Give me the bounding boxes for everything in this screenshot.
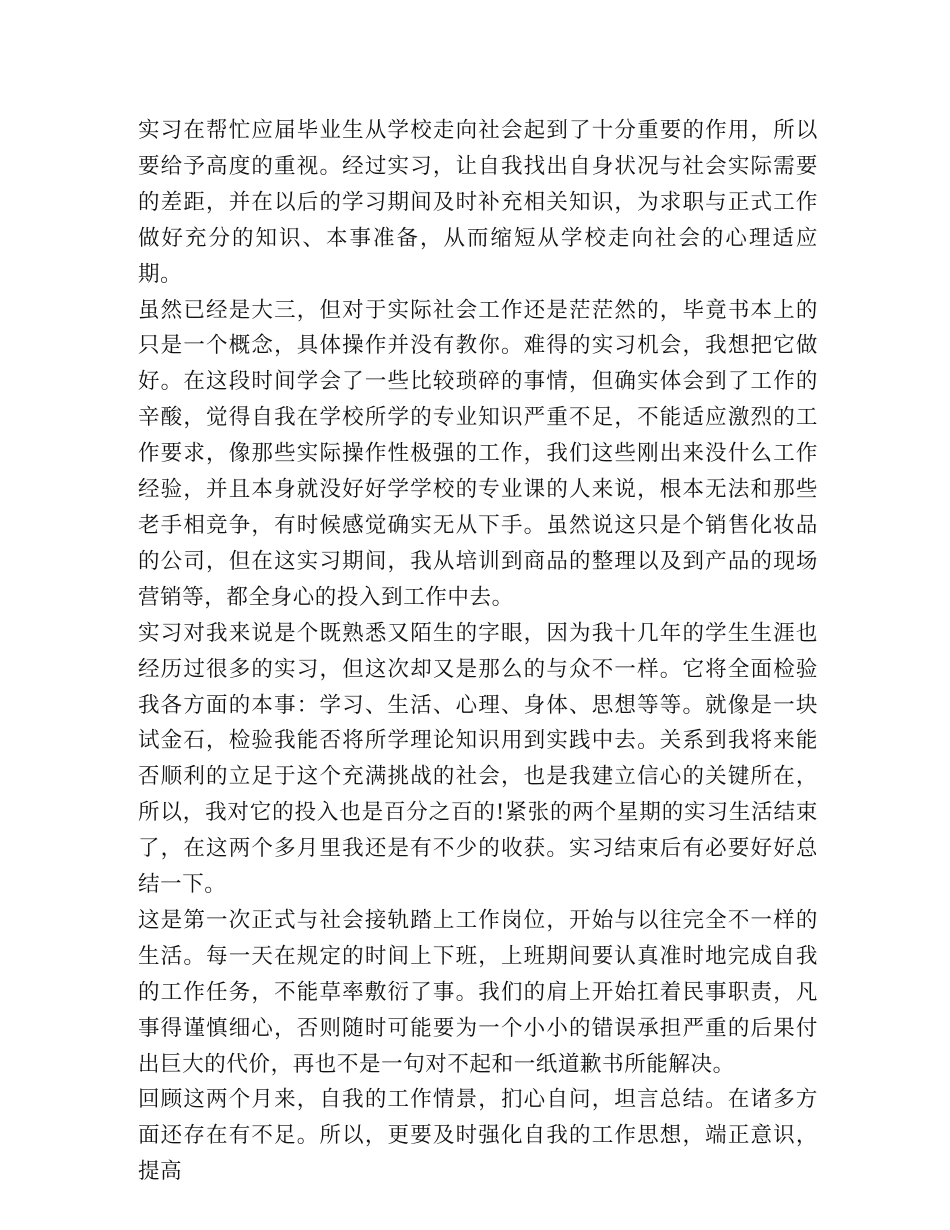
document-body: [138, 113, 818, 1190]
paragraph-1: 实习在帮忙应届毕业生从学校走向社会起到了十分重要的作用，所以要给予高度的重视。经过实习，让自我找出自身状况与社会实际需要的差距，并在以后的学习期间及时补充相关知识，为求职与正式工作做好充分的知识、本事准备，从而缩短从学校走向社会的心理适应期。: [138, 118, 818, 287]
paragraph-5: 回顾这两个月来，自我的工作情景，扪心自问，坦言总结。在诸多方面还存在有不足。所以，更要及时强化自我的工作思想，端正意识，提高: [138, 1087, 818, 1185]
paragraph-2: 虽然已经是大三，但对于实际社会工作还是茫茫然的，毕竟书本上的只是一个概念，具体操作并没有教你。难得的实习机会，我想把它做好。在这段时间学会了一些比较琐碎的事情，但确实体会到了工作的辛酸，觉得自我在学校所学的专业知识严重不足，不能适应激烈的工作要求，像那些实际操作性极强的工作，我们这些刚出来没什么工作经验，并且本身就没好好学学校的专业课的人来说，根本无法和那些老手相竞争，有时候感觉确实无从下手。虽然说这只是个销售化妆品的公司，但在这实习期间，我从培训到商品的整理以及到产品的现场营销等，都全身心的投入到工作中去。: [138, 297, 818, 610]
paragraph-4: 这是第一次正式与社会接轨踏上工作岗位，开始与以往完全不一样的生活。每一天在规定的时间上下班，上班期间要认真准时地完成自我的工作任务，不能草率敷衍了事。我们的肩上开始扛着民事职责，凡事得谨慎细心，否则随时可能要为一个小小的错误承担严重的后果付出巨大的代价，再也不是一句对不起和一纸道歉书所能解决。: [138, 907, 818, 1077]
paragraph-3: 实习对我来说是个既熟悉又陌生的字眼，因为我十几年的学生生涯也经历过很多的实习，但这次却又是那么的与众不一样。它将全面检验我各方面的本事：学习、生活、心理、身体、思想等等。就像是一块试金石，检验我能否将所学理论知识用到实践中去。关系到我将来能否顺利的立足于这个充满挑战的社会，也是我建立信心的关键所在，所以，我对它的投入也是百分之百的!紧张的两个星期的实习生活结束了，在这两个多月里我还是有不少的收获。实习结束后有必要好好总结一下。: [138, 620, 818, 898]
